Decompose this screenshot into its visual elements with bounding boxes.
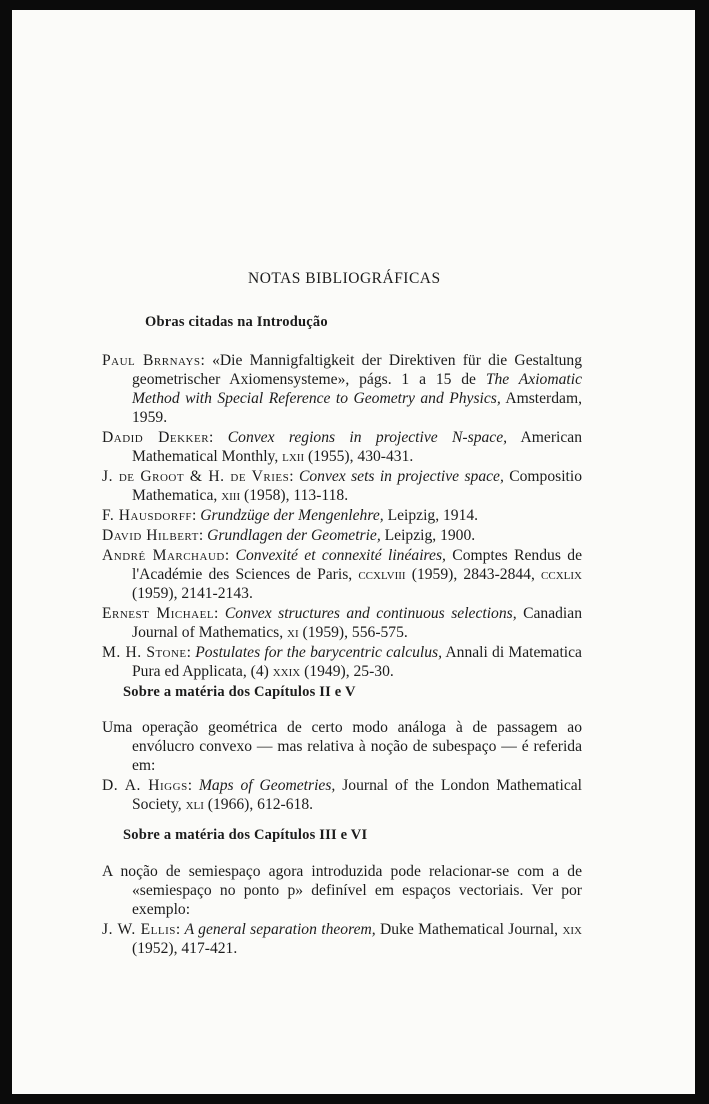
reference-title: Maps of Geometries,	[198, 777, 336, 794]
section-heading-introducao: Obras citadas na Introdução	[145, 314, 328, 330]
reference-volume: xi	[287, 624, 299, 641]
reference-list-capitulos-ii-v	[102, 718, 582, 815]
reference-entry: J. W. Ellis: A general separation theorem, Duke Mathematical Journal, xix (1952), 417-421.	[102, 921, 583, 957]
reference-list-introducao	[102, 351, 582, 682]
reference-entry: J. de Groot & H. de Vries: Convex sets in projective space, Compositio Mathematica, xiii (1958), 113-118.	[102, 468, 583, 504]
reference-title: Grundzüge der Mengenlehre,	[200, 507, 384, 524]
reference-entry: Dadid Dekker: Convex regions in projective N-space, American Mathematical Monthly, lxii (1955), 430-431.	[102, 429, 583, 465]
reference-volume: ccxlviii	[358, 566, 406, 583]
reference-title: Postulates for the barycentric calculus,	[195, 644, 443, 661]
reference-title: Convex regions in projective N-space,	[227, 429, 508, 446]
reference-author: D. A. Higgs	[102, 777, 188, 794]
reference-entry: Ernest Michael: Convex structures and continuous selections, Canadian Journal of Mathematics, xi (1959), 556-575.	[102, 605, 582, 641]
reference-volume: ccxlix	[541, 566, 582, 583]
section-intro: Uma operação geométrica de certo modo análoga à de passagem ao envólucro convexo — mas relativa à noção de subespaço — é referida em:	[102, 719, 582, 774]
reference-author: M. H. Stone	[102, 644, 187, 661]
reference-volume: xxix	[272, 663, 301, 680]
reference-volume: xix	[562, 921, 583, 938]
reference-author: Ernest Michael	[102, 605, 215, 622]
section-heading-capitulos-iii-vi: Sobre a matéria dos Capítulos III e VI	[123, 827, 368, 843]
reference-volume: lxii	[282, 448, 305, 465]
reference-author: J. W. Ellis	[102, 921, 176, 938]
reference-title: A general separation theorem,	[184, 921, 376, 938]
reference-entry: David Hilbert: Grundlagen der Geometrie, Leipzig, 1900.	[102, 527, 476, 544]
reference-volume: xli	[185, 796, 204, 813]
reference-title: The Axiomatic Method with Special Reference to Geometry and Physics,	[132, 371, 582, 407]
reference-title: Convex sets in projective space,	[298, 468, 504, 485]
reference-entry: André Marchaud: Convexité et connexité linéaires, Comptes Rendus de l'Académie des Sciences de Paris, ccxlviii (1959), 2843-2844, ccxlix (1959), 2141-2143.	[102, 547, 582, 602]
section-heading-capitulos-ii-v: Sobre a matéria dos Capítulos II e V	[123, 684, 356, 700]
page-sheet	[12, 10, 695, 1094]
reference-entry: Paul Brrnays: «Die Mannigfaltigkeit der Direktiven für die Gestaltung geometrischer Axiomensysteme», págs. 1 a 15 de The Axiomatic Method with Special Reference to Geometry and Physics, Amsterdam, 1959.	[102, 352, 582, 426]
reference-title: Grundlagen der Geometrie,	[207, 527, 381, 544]
reference-title: Convexité et connexité linéaires,	[235, 547, 446, 564]
reference-title: Convex structures and continuous selections,	[224, 605, 517, 622]
reference-volume: xiii	[221, 487, 241, 504]
reference-author: F. Hausdorff	[102, 507, 192, 524]
reference-list-capitulos-iii-vi	[102, 862, 582, 959]
reference-author: David Hilbert	[102, 527, 199, 544]
reference-entry: M. H. Stone: Postulates for the barycentric calculus, Annali di Matematica Pura ed Applicata, (4) xxix (1949), 25-30.	[102, 644, 582, 680]
reference-entry: F. Hausdorff: Grundzüge der Mengenlehre, Leipzig, 1914.	[102, 507, 479, 524]
reference-entry: D. A. Higgs: Maps of Geometries, Journal of the London Mathematical Society, xli (1966), 612-618.	[102, 777, 582, 813]
reference-author: André Marchaud	[102, 547, 225, 564]
reference-author: J. de Groot & H. de Vries	[102, 468, 290, 485]
page-title: NOTAS BIBLIOGRÁFICAS	[248, 270, 441, 287]
section-intro: A noção de semiespaço agora introduzida pode relacionar-se com a de «semiespaço no ponto p» definível em espaços vectoriais. Ver por exemplo:	[102, 863, 582, 918]
reference-author: Dadid Dekker	[102, 429, 210, 446]
reference-author: Paul Brrnays	[102, 352, 201, 369]
